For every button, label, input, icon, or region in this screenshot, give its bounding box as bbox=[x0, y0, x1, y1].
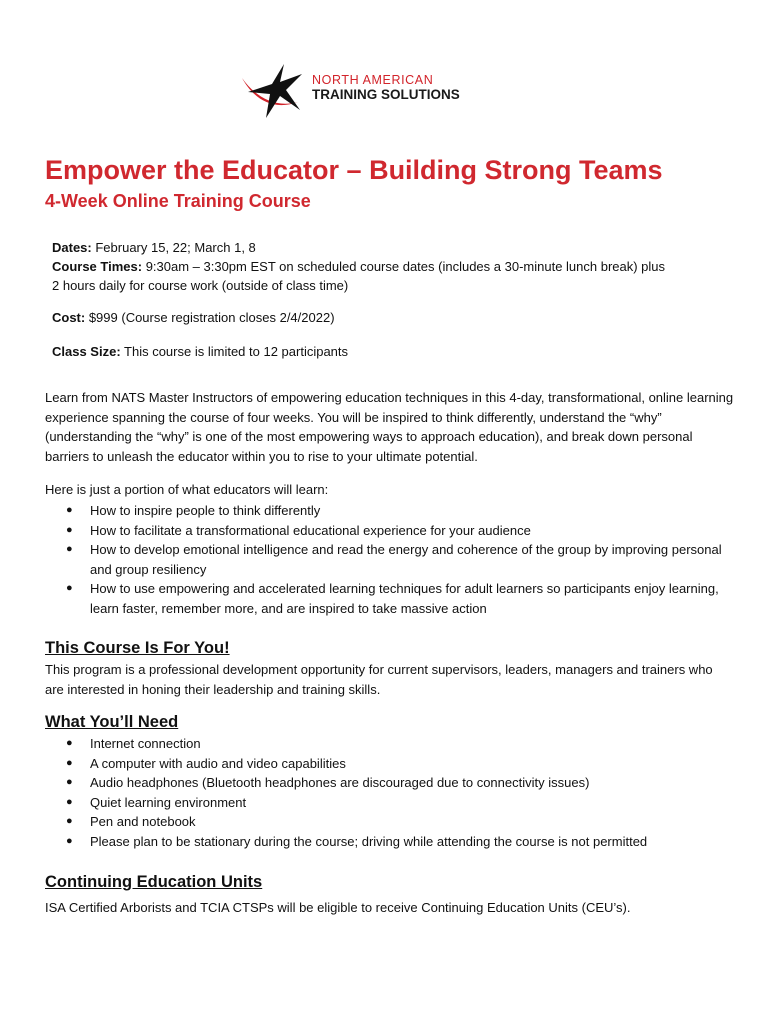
intro-paragraph: Learn from NATS Master Instructors of empowering education techniques in this 4-day, transformational, online learning experience spanning the course of four weeks. You will be inspired to think differently, understand the “why” (understanding the “why” is one of the most empowering ways to approach education), and break down personal barriers to unleash the educator within you to rise to your ultimate potential. bbox=[45, 390, 734, 464]
logo-text-line1: NORTH AMERICAN bbox=[312, 73, 434, 87]
dates-line bbox=[52, 238, 732, 257]
company-logo bbox=[240, 62, 500, 124]
dates-value: February 15, 22; March 1, 8 bbox=[91, 240, 256, 255]
list-item: ● How to develop emotional intelligence and read the energy and coherence of the group by improving personal and group resiliency bbox=[45, 540, 735, 579]
ceu-text: ISA Certified Arborists and TCIA CTSPs will be eligible to receive Continuing Education Units (CEU’s). bbox=[45, 900, 631, 915]
class-size-value: This course is limited to 12 participants bbox=[120, 344, 349, 359]
learn-list bbox=[45, 501, 735, 618]
ceu-heading: Continuing Education Units bbox=[45, 873, 263, 891]
list-item: ● Quiet learning environment bbox=[45, 793, 735, 813]
need-heading: What You’ll Need bbox=[45, 713, 179, 731]
times-label: Course Times: bbox=[52, 259, 143, 274]
list-item: ● Pen and notebook bbox=[45, 812, 735, 832]
dates-block bbox=[52, 238, 732, 295]
learn-intro: Here is just a portion of what educators will learn: bbox=[45, 482, 329, 497]
list-item: ● How to facilitate a transformational educational experience for your audience bbox=[45, 521, 735, 541]
need-list bbox=[45, 734, 735, 851]
star-swoosh-logo-icon bbox=[240, 62, 310, 124]
times-line-2: 2 hours daily for course work (outside of class time) bbox=[52, 278, 349, 293]
list-item: ● Audio headphones (Bluetooth headphones are discouraged due to connectivity issues) bbox=[45, 773, 735, 793]
list-item: ● Internet connection bbox=[45, 734, 735, 754]
class-size-label: Class Size: bbox=[52, 344, 121, 359]
list-item: ● How to inspire people to think differently bbox=[45, 501, 735, 521]
dates-label: Dates: bbox=[52, 240, 92, 255]
list-item: ● Please plan to be stationary during the course; driving while attending the course is not permitted bbox=[45, 832, 735, 852]
for-you-text: This program is a professional development opportunity for current supervisors, leaders, managers and trainers who are interested in honing their leadership and training skills. bbox=[45, 662, 713, 697]
for-you-heading: This Course Is For You! bbox=[45, 639, 230, 657]
list-item: ● How to use empowering and accelerated learning techniques for adult learners so participants enjoy learning, learn faster, remember more, and are inspired to take massive action bbox=[45, 579, 735, 618]
cost-value: $999 (Course registration closes 2/4/2022) bbox=[85, 310, 335, 325]
times-value: 9:30am – 3:30pm EST on scheduled course dates (includes a 30-minute lunch break) plus bbox=[142, 259, 666, 274]
logo-text-line2: TRAINING SOLUTIONS bbox=[312, 87, 460, 102]
class-size-line bbox=[52, 342, 732, 361]
page-subtitle: 4-Week Online Training Course bbox=[45, 191, 311, 211]
page-title: Empower the Educator – Building Strong Teams bbox=[45, 155, 663, 185]
cost-label: Cost: bbox=[52, 310, 86, 325]
cost-line bbox=[52, 308, 732, 327]
list-item: ● A computer with audio and video capabilities bbox=[45, 754, 735, 774]
times-line bbox=[52, 257, 732, 276]
